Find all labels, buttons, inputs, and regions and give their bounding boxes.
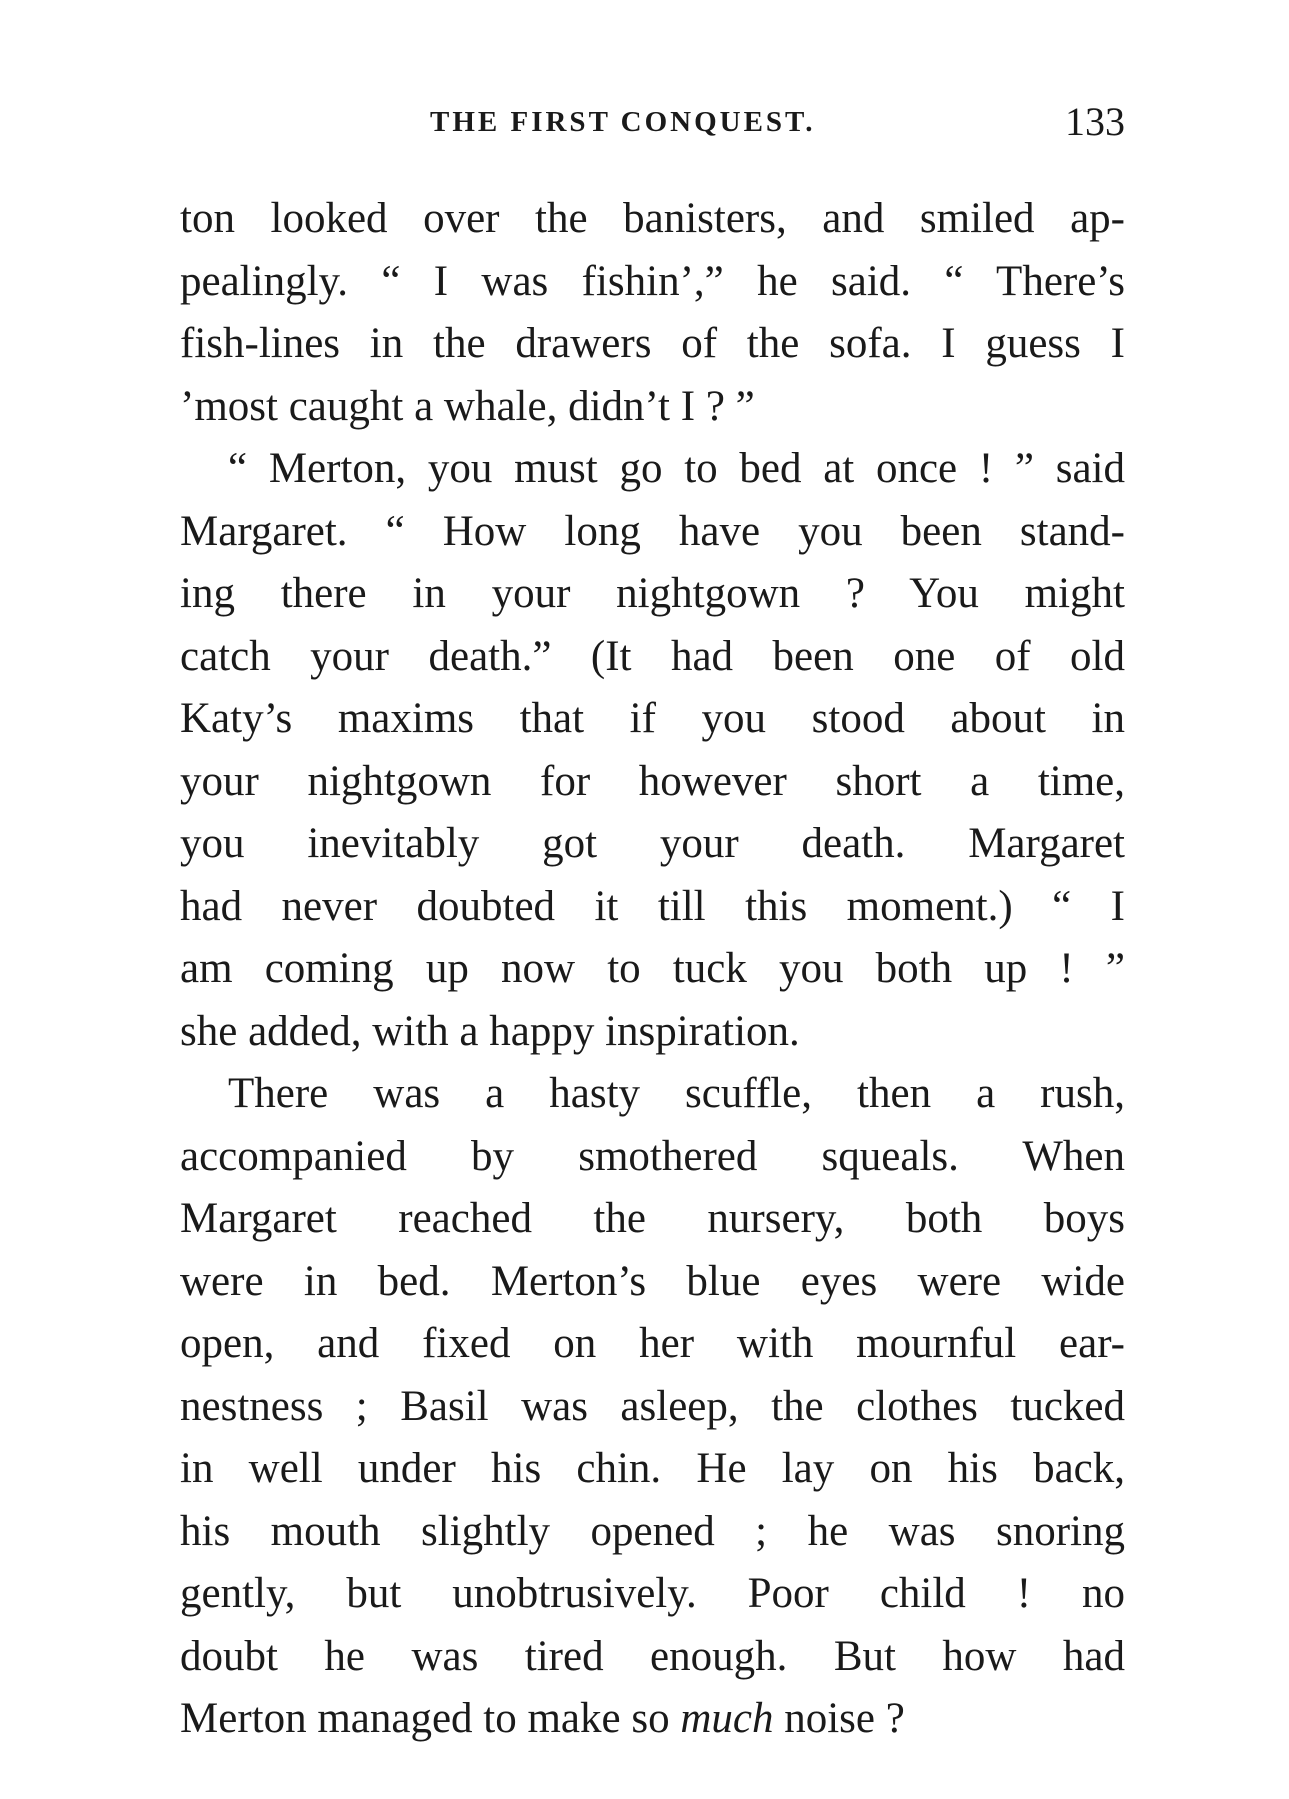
text-line: ing there in your nightgown ? You might — [180, 570, 1125, 617]
text-line: were in bed. Merton’s blue eyes were wide — [180, 1257, 1125, 1305]
text-line: Margaret reached the nursery, both boys — [180, 1195, 1125, 1242]
text-line: nestness ; Basil was asleep, the clothes tucked — [180, 1382, 1125, 1430]
text-line: catch your death.” (It had been one of old — [180, 632, 1125, 680]
page-number: 133 — [1065, 99, 1125, 144]
text-line: ton looked over the banisters, and smiled ap- — [180, 195, 1125, 242]
final-text-line — [180, 1688, 1125, 1751]
emphasized-word: much — [680, 1695, 774, 1742]
text-line: your nightgown for however short a time, — [180, 757, 1125, 805]
text-line: Katy’s maxims that if you stood about in — [180, 695, 1125, 742]
text-line: you inevitably got your death. Margaret — [180, 820, 1125, 867]
text-line: pealingly. “ I was fishin’,” he said. “ There’s — [180, 257, 1125, 305]
text-line: fish-lines in the drawers of the sofa. I guess I — [180, 320, 1125, 367]
text-line: his mouth slightly opened ; he was snoring — [180, 1507, 1125, 1555]
paragraph-2 — [180, 438, 1125, 1063]
text-line: gently, but unobtrusively. Poor child ! no — [180, 1570, 1125, 1617]
body-text — [180, 188, 1125, 1751]
paragraph-1 — [180, 188, 1125, 438]
text-line: ’most caught a whale, didn’t I ? ” — [180, 382, 755, 430]
text-line: accompanied by smothered squeals. When — [180, 1132, 1125, 1180]
paragraph-3 — [180, 1063, 1125, 1751]
final-line-start: Merton managed to make so — [180, 1695, 681, 1742]
text-line: had never doubted it till this moment.) “ I — [180, 882, 1125, 930]
running-title: THE FIRST CONQUEST. — [430, 106, 816, 138]
text-line: she added, with a happy inspiration. — [180, 1007, 800, 1055]
running-head — [180, 98, 1125, 148]
text-line: There was a hasty scuffle, then a rush, — [228, 1070, 1125, 1117]
text-line: in well under his chin. He lay on his back, — [180, 1445, 1125, 1492]
text-line: Margaret. “ How long have you been stand- — [180, 507, 1125, 555]
final-line-end: noise ? — [773, 1695, 905, 1742]
text-line: am coming up now to tuck you both up ! ” — [180, 945, 1125, 992]
text-line: “ Merton, you must go to bed at once ! ” said — [228, 445, 1125, 492]
text-line: doubt he was tired enough. But how had — [180, 1632, 1125, 1680]
text-line: open, and fixed on her with mournful ear- — [180, 1320, 1125, 1367]
